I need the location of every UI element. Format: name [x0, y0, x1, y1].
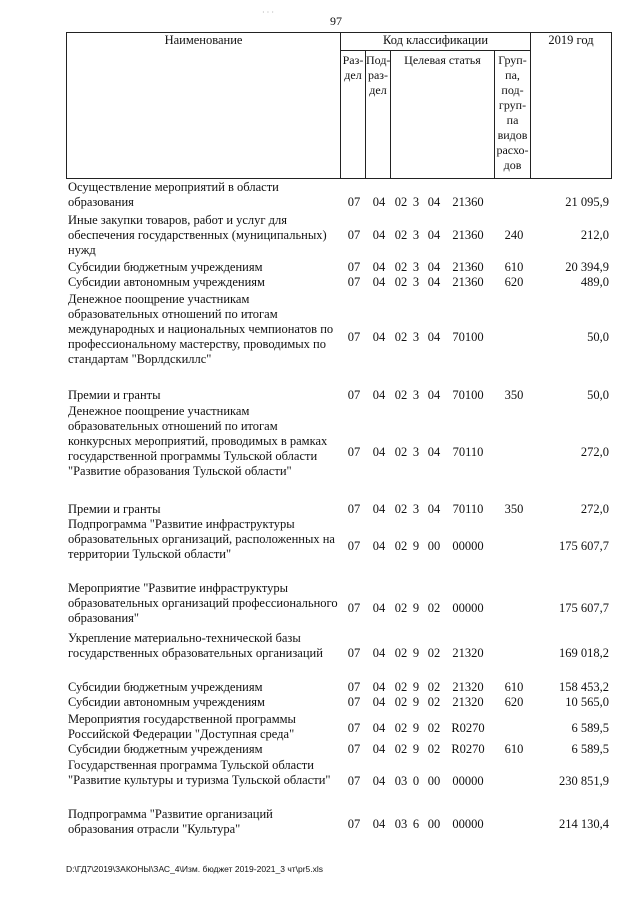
header-target: Целевая статья — [391, 51, 495, 179]
subprogram-code: 9 — [412, 601, 420, 615]
podrazdel-code: 04 — [372, 330, 386, 344]
event-code: 00 — [427, 817, 441, 831]
direction-code: 00000 — [452, 601, 484, 615]
razdel-code: 07 — [347, 195, 361, 209]
program-code: 02 — [394, 275, 408, 289]
event-code: 02 — [427, 646, 441, 660]
razdel-code: 07 — [347, 817, 361, 831]
expense-type-code: 610 — [504, 742, 524, 756]
row-amount: 169 018,2 — [559, 646, 609, 660]
row-amount: 21 095,9 — [565, 195, 609, 209]
direction-code: 70100 — [452, 388, 484, 402]
podrazdel-code: 04 — [372, 388, 386, 402]
row-name: Государственная программа Тульской области "Развитие культуры и туризма Тульской области" — [68, 758, 331, 787]
podrazdel-code: 04 — [372, 260, 386, 274]
razdel-code: 07 — [347, 721, 361, 735]
razdel-code: 07 — [347, 695, 361, 709]
razdel-code: 07 — [347, 445, 361, 459]
subprogram-code: 3 — [412, 228, 420, 242]
expense-type-code: 620 — [504, 275, 524, 289]
podrazdel-code: 04 — [372, 774, 386, 788]
direction-code: 21360 — [452, 260, 484, 274]
subprogram-code: 9 — [412, 695, 420, 709]
subprogram-code: 3 — [412, 502, 420, 516]
subprogram-code: 0 — [412, 774, 420, 788]
row-amount: 230 851,9 — [559, 774, 609, 788]
row-amount: 6 589,5 — [571, 721, 609, 735]
program-code: 02 — [394, 646, 408, 660]
event-code: 04 — [427, 195, 441, 209]
row-amount: 6 589,5 — [571, 742, 609, 756]
row-name: Подпрограмма "Развитие инфраструктуры образовательных организаций, расположенных на территории Тульской области" — [68, 517, 335, 561]
expense-type-code: 620 — [504, 695, 524, 709]
expense-type-code: 240 — [504, 228, 524, 242]
subprogram-code: 3 — [412, 330, 420, 344]
razdel-code: 07 — [347, 502, 361, 516]
row-amount: 212,0 — [580, 228, 609, 242]
subprogram-code: 9 — [412, 646, 420, 660]
direction-code: 00000 — [452, 817, 484, 831]
row-amount: 10 565,0 — [565, 695, 609, 709]
podrazdel-code: 04 — [372, 817, 386, 831]
razdel-code: 07 — [347, 680, 361, 694]
program-code: 02 — [394, 601, 408, 615]
program-code: 02 — [394, 445, 408, 459]
program-code: 02 — [394, 721, 408, 735]
direction-code: 00000 — [452, 539, 484, 553]
header-podrazdel: Под- раз- дел — [366, 51, 391, 179]
direction-code: 21360 — [452, 195, 484, 209]
row-name: Подпрограмма "Развитие организаций образования отрасли "Культура" — [68, 807, 273, 836]
event-code: 02 — [427, 601, 441, 615]
row-name: Осуществление мероприятий в области образования — [68, 180, 279, 209]
direction-code: R0270 — [451, 742, 485, 756]
razdel-code: 07 — [347, 601, 361, 615]
row-name: Субсидии бюджетным учреждениям — [68, 680, 263, 694]
row-amount: 175 607,7 — [559, 539, 609, 553]
razdel-code: 07 — [347, 742, 361, 756]
razdel-code: 07 — [347, 539, 361, 553]
program-code: 03 — [394, 774, 408, 788]
subprogram-code: 9 — [412, 721, 420, 735]
direction-code: R0270 — [451, 721, 485, 735]
program-code: 02 — [394, 195, 408, 209]
razdel-code: 07 — [347, 260, 361, 274]
podrazdel-code: 04 — [372, 601, 386, 615]
row-name: Субсидии автономным учреждениям — [68, 275, 265, 289]
razdel-code: 07 — [347, 646, 361, 660]
razdel-code: 07 — [347, 228, 361, 242]
program-code: 02 — [394, 742, 408, 756]
event-code: 04 — [427, 445, 441, 459]
direction-code: 21360 — [452, 228, 484, 242]
row-name: Денежное поощрение участникам образовательных отношений по итогам международных и национальных чемпионатов по профессиональному мастерству, проводимых по стандартам "Ворлдскиллс" — [68, 292, 334, 366]
subprogram-code: 6 — [412, 817, 420, 831]
row-amount: 50,0 — [587, 330, 609, 344]
file-path-footer: D:\ГД7\2019\ЗАКОНЫ\ЗАС_4\Изм. бюджет 2019-2021_3 чт\pr5.xls — [66, 864, 324, 874]
program-code: 02 — [394, 388, 408, 402]
podrazdel-code: 04 — [372, 539, 386, 553]
subprogram-code: 3 — [412, 260, 420, 274]
event-code: 02 — [427, 695, 441, 709]
row-name: Мероприятия государственной программы Российской Федерации "Доступная среда" — [68, 712, 296, 741]
program-code: 02 — [394, 260, 408, 274]
row-amount: 158 453,2 — [559, 680, 609, 694]
direction-code: 70100 — [452, 330, 484, 344]
event-code: 04 — [427, 330, 441, 344]
podrazdel-code: 04 — [372, 695, 386, 709]
podrazdel-code: 04 — [372, 502, 386, 516]
direction-code: 21320 — [452, 695, 484, 709]
header-razdel: Раз- дел — [341, 51, 366, 179]
razdel-code: 07 — [347, 388, 361, 402]
program-code: 02 — [394, 539, 408, 553]
direction-code: 21360 — [452, 275, 484, 289]
event-code: 04 — [427, 228, 441, 242]
row-name: Субсидии бюджетным учреждениям — [68, 260, 263, 274]
row-amount: 489,0 — [580, 275, 609, 289]
program-code: 02 — [394, 680, 408, 694]
podrazdel-code: 04 — [372, 721, 386, 735]
subprogram-code: 3 — [412, 445, 420, 459]
table-header — [66, 32, 611, 179]
row-name: Премии и гранты — [68, 502, 161, 516]
event-code: 00 — [427, 774, 441, 788]
razdel-code: 07 — [347, 774, 361, 788]
program-code: 02 — [394, 695, 408, 709]
event-code: 02 — [427, 721, 441, 735]
podrazdel-code: 04 — [372, 646, 386, 660]
direction-code: 70110 — [452, 502, 484, 516]
header-group: Груп- па, под- груп- па видов расхо- дов — [495, 51, 531, 179]
program-code: 03 — [394, 817, 408, 831]
program-code: 02 — [394, 330, 408, 344]
row-name: Субсидии бюджетным учреждениям — [68, 742, 263, 756]
header-code-classification: Код классификации — [341, 33, 531, 51]
event-code: 00 — [427, 539, 441, 553]
row-amount: 50,0 — [587, 388, 609, 402]
direction-code: 70110 — [452, 445, 484, 459]
program-code: 02 — [394, 228, 408, 242]
row-name: Субсидии автономным учреждениям — [68, 695, 265, 709]
podrazdel-code: 04 — [372, 195, 386, 209]
row-name: Иные закупки товаров, работ и услуг для обеспечения государственных (муниципальных) нужд — [68, 213, 327, 257]
row-amount: 272,0 — [580, 445, 609, 459]
podrazdel-code: 04 — [372, 445, 386, 459]
event-code: 04 — [427, 388, 441, 402]
event-code: 02 — [427, 742, 441, 756]
subprogram-code: 9 — [412, 539, 420, 553]
event-code: 04 — [427, 260, 441, 274]
podrazdel-code: 04 — [372, 680, 386, 694]
row-name: Мероприятие "Развитие инфраструктуры образовательных организаций профессионального образования" — [68, 581, 338, 625]
razdel-code: 07 — [347, 275, 361, 289]
expense-type-code: 610 — [504, 260, 524, 274]
subprogram-code: 3 — [412, 388, 420, 402]
podrazdel-code: 04 — [372, 742, 386, 756]
program-code: 02 — [394, 502, 408, 516]
expense-type-code: 350 — [504, 502, 524, 516]
expense-type-code: 350 — [504, 388, 524, 402]
row-name: Премии и гранты — [68, 388, 161, 402]
event-code: 04 — [427, 502, 441, 516]
row-name: Укрепление материально-технической базы государственных образовательных организаций — [68, 631, 323, 660]
row-amount: 272,0 — [580, 502, 609, 516]
row-name: Денежное поощрение участникам образовательных отношений по итогам конкурсных мероприятий, проводимых в рамках государственной программы Тульской области "Развитие образования Тульской области" — [68, 404, 328, 478]
row-amount: 20 394,9 — [565, 260, 609, 274]
event-code: 02 — [427, 680, 441, 694]
page-number: 97 — [330, 14, 342, 28]
row-amount: 175 607,7 — [559, 601, 609, 615]
subprogram-code: 9 — [412, 680, 420, 694]
direction-code: 21320 — [452, 680, 484, 694]
event-code: 04 — [427, 275, 441, 289]
subprogram-code: 9 — [412, 742, 420, 756]
expense-type-code: 610 — [504, 680, 524, 694]
row-amount: 214 130,4 — [559, 817, 609, 831]
razdel-code: 07 — [347, 330, 361, 344]
header-name: Наименование — [67, 33, 341, 179]
podrazdel-code: 04 — [372, 228, 386, 242]
direction-code: 21320 — [452, 646, 484, 660]
direction-code: 00000 — [452, 774, 484, 788]
subprogram-code: 3 — [412, 195, 420, 209]
header-year: 2019 год — [531, 33, 612, 179]
scan-speck: · · · — [262, 8, 274, 17]
podrazdel-code: 04 — [372, 275, 386, 289]
subprogram-code: 3 — [412, 275, 420, 289]
